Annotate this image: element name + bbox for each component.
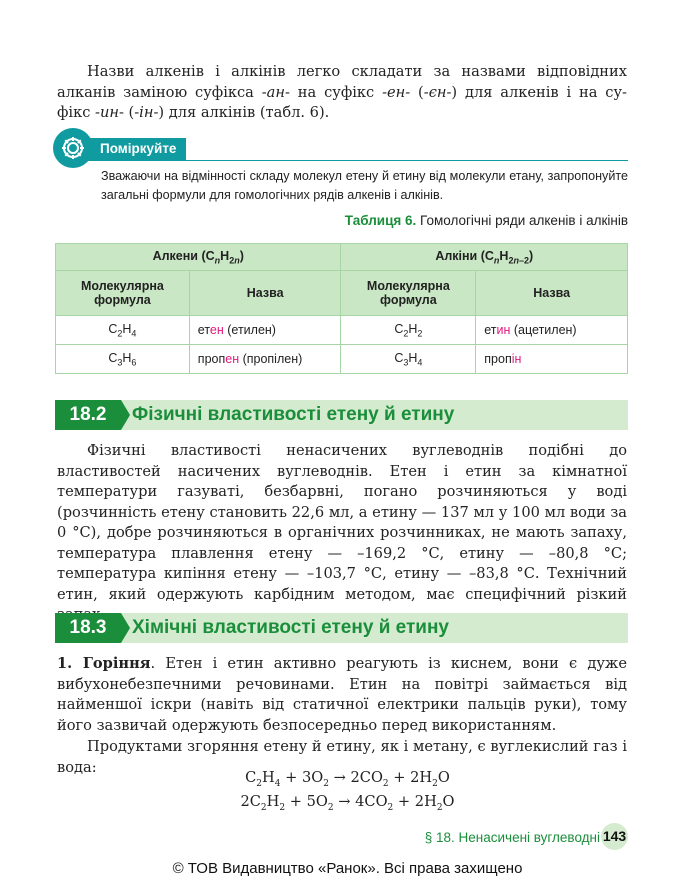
name-trivial: (етилен)	[223, 323, 276, 337]
alkene-name	[189, 316, 341, 345]
homologous-series-table	[55, 243, 628, 374]
combustion-heading: 1. Горіння	[57, 655, 151, 672]
alkyne-formula: $C_2H_2$	[341, 316, 476, 345]
alkyne-name	[476, 345, 628, 374]
page-number: 143	[601, 823, 628, 850]
intro-text: (	[410, 83, 424, 101]
col-name-header: Назва	[476, 271, 628, 316]
think-divider	[88, 160, 628, 161]
name-trivial: (ацетилен)	[510, 323, 577, 337]
products-paragraph: Продуктами згоряння етену й етину, як і метану, є вуглекислий газ і вода:	[57, 738, 627, 776]
alkenes-header: Алкени $(C_nH_{2n})$	[56, 244, 341, 271]
intro-text: ) для алкенів і на су-	[451, 83, 627, 101]
name-suffix: ін	[511, 352, 522, 366]
equation-ethyne: $2C_2H_2 + 5O_2 \to 4CO_2 + 2H_2O$	[240, 793, 455, 813]
copyright: © ТОВ Видавництво «Ранок». Всі права захищено	[172, 860, 523, 877]
section-arrow	[121, 613, 130, 643]
alkyne-formula: $C_3H_4$	[341, 345, 476, 374]
name-suffix: ин	[496, 323, 511, 337]
equation-ethene: $C_2H_4 + 3O_2 \to 2CO_2 + 2H_2O$	[245, 769, 450, 789]
section-number: 18.3	[55, 613, 121, 643]
intro-text: фікс	[57, 104, 96, 121]
suffix-an: -ан-	[261, 83, 290, 101]
table-row	[56, 345, 628, 374]
combustion-paragraph	[57, 654, 627, 736]
alkene-formula: $C_2H_4$	[56, 316, 190, 345]
alkene-name	[189, 345, 341, 374]
gear-icon	[53, 128, 93, 168]
section-number: 18.2	[55, 400, 121, 430]
think-text: Зважаючи на відмінності складу молекул етену й етину від молекули етану, запропонуйте загальні формули для гомологічних рядів алкенів і алкінів.	[101, 169, 628, 202]
section-title: Фізичні властивості етену й етину	[132, 404, 455, 425]
intro-line-3	[57, 103, 627, 124]
name-suffix: ен	[225, 352, 240, 366]
suffix-en: -ен-	[382, 83, 411, 101]
chapter-footer: § 18. Ненасичені вуглеводні	[424, 830, 600, 845]
intro-text: алканів заміною суфікса	[57, 83, 262, 101]
name-stem: проп	[484, 352, 512, 366]
name-stem: проп	[197, 352, 226, 366]
alkene-formula: $C_3H_6$	[56, 345, 190, 374]
name-suffix: ен	[209, 323, 224, 337]
intro-line-2	[57, 83, 627, 104]
intro-paragraph	[57, 62, 627, 124]
section-arrow	[121, 400, 130, 430]
intro-text: (	[123, 104, 135, 121]
combustion-text: . Етен і етин активно реагують із киснем, вони є дуже вибухонебезпечними речовинами. Етин на повітрі займається від найменшої іскри (навіть від статичної електрики пальців руки), тому його зазвичай одержують безпосередньо перед використанням.	[57, 655, 627, 734]
col-formula-header: Молекулярна формула	[341, 271, 476, 316]
col-formula-header: Молекулярна формула	[56, 271, 190, 316]
table-row	[56, 316, 628, 345]
intro-text: на суфікс	[289, 83, 383, 101]
section-182-text: Фізичні властивості ненасичених вуглеводнів подібні до властивостей насичених вуглеводнів. Етен і етин за кімнатної температури газуваті, безбарвні, погано розчиняються у воді (розчинність етену становить 22,6 мл, а етину — 137 мл у 100 мл води за 0 °С), добре розчиняються в органічних розчинниках, не мають запаху, температура плавлення етену — –169,2 °С, етину — –80,8 °С; температура кипіння етену — –103,7 °С, етину — –83,8 °С. Технічний етин, який одержують карбідним методом, має специфічний різкий	[57, 442, 627, 603]
suffix-yn: -ин-	[95, 104, 124, 121]
col-name-header: Назва	[189, 271, 341, 316]
table-caption-text: Гомологічні ряди алкенів і алкінів	[420, 213, 628, 228]
name-stem: ет	[197, 323, 210, 337]
table-caption	[345, 213, 628, 228]
think-label: Поміркуйте	[88, 138, 186, 160]
intro-text: ) для алкінів (табл. 6).	[158, 104, 330, 121]
suffix-yen: -єн-	[423, 83, 452, 101]
name-stem: ет	[484, 323, 497, 337]
name-trivial: (пропілен)	[239, 352, 303, 366]
table-caption-number: Таблиця 6.	[344, 213, 417, 228]
alkynes-header: Алкіни $(C_nH_{2n-2})$	[341, 244, 628, 271]
intro-line-1: Назви алкенів і алкінів легко складати за назвами відповідних	[87, 63, 627, 80]
section-title: Хімічні властивості етену й етину	[132, 617, 449, 638]
suffix-in: -ін-	[134, 104, 159, 121]
alkyne-name	[476, 316, 628, 345]
